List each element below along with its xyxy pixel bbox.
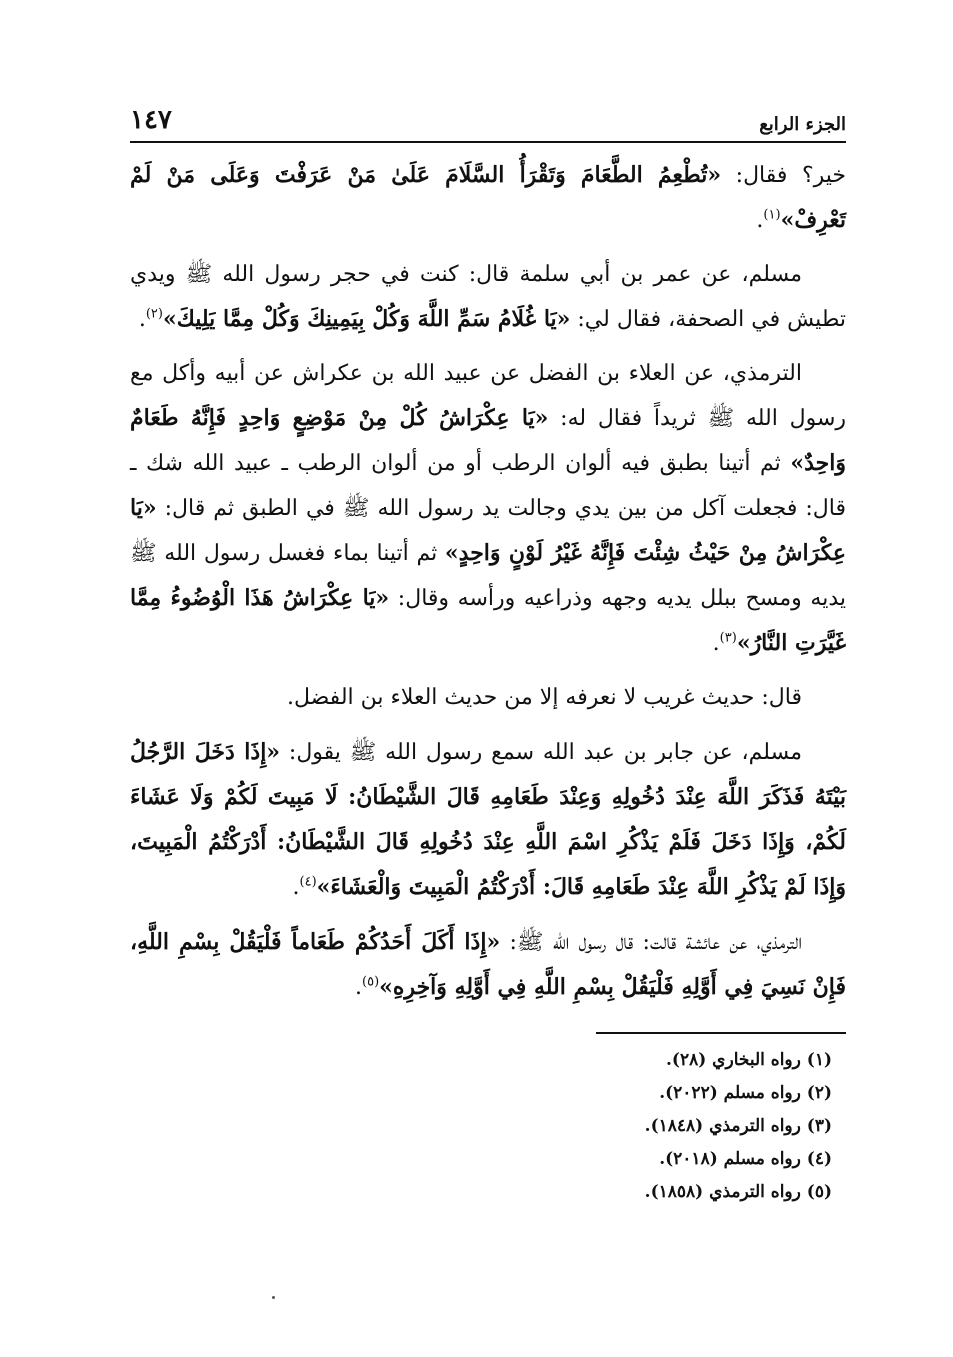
page-header [130, 95, 846, 143]
narration-text: ثم أتينا بطبق فيه ألوان الرطب أو من ألوان الرطب ـ عبيد الله شك ـ قال: فجعلت آكل من بين يدي وجالت يد رسول الله ﷺ في الطبق ثم قال: [130, 451, 846, 521]
page-number: ١٤٧ [130, 105, 172, 135]
footnote-marker: (٣) [719, 630, 737, 646]
hadith-quote: «إِذَا أَكَلَ أَحَدُكُمْ طَعَاماً فَلْيَقُلْ بِسْمِ اللَّهِ، فَإِنْ نَسِيَ فِي أَوَّلِهِ فَلْيَقُلْ بِسْمِ اللَّهِ فِي أَوَّلِهِ وَآخِرِهِ» [130, 929, 846, 1000]
narration-text: الترمذي، عن العلاء بن الفضل عن عبيد الله بن عكراش عن أبيه وأكل مع رسول الله ﷺ ثريداً فقال له: [130, 361, 847, 431]
book-page [130, 95, 846, 1209]
hadith-quote: «يَا عِكْرَاشُ مِنْ حَيْثُ شِئْتَ فَإِنَّهُ غَيْرُ لَوْنٍ وَاحِدٍ» [130, 495, 846, 566]
footnote-item: (٤) رواه مسلم (٢٠١٨). [659, 1149, 832, 1169]
footnote-item: (١) رواه البخاري (٢٨). [665, 1050, 832, 1070]
paragraph [130, 253, 846, 342]
paragraph [130, 920, 846, 1010]
footnote-item: (٣) رواه الترمذي (١٨٤٨). [644, 1116, 832, 1136]
narration-text: قال: حديث غريب لا نعرفه إلا من حديث العلاء بن الفضل. [286, 685, 802, 710]
hadith-quote: «يَا غُلَامُ سَمِّ اللَّهَ وَكُلْ بِيَمِينِكَ وَكُلْ مِمَّا يَلِيكَ» [162, 306, 571, 332]
scan-speck [272, 1296, 275, 1299]
hadith-quote: «يَا عِكْرَاشُ هَذَا الْوُضُوءُ مِمَّا غَيَّرَتِ النَّارُ» [130, 585, 846, 656]
narration-text: . [138, 307, 146, 332]
footnote-item: (٥) رواه الترمذي (١٨٥٨). [644, 1182, 832, 1202]
hadith-quote: «إِذَا دَخَلَ الرَّجُلُ بَيْتَهُ فَذَكَرَ اللَّهَ عِنْدَ دُخُولِهِ وَعِنْدَ طَعَامِهِ قَالَ الشَّيْطَانُ: لَا مَبِيتَ لَكُمْ وَلَا عَشَاءَ لَكُمْ، وَإِذَا دَخَلَ فَلَمْ يَذْكُرِ اسْمَ اللَّهِ عِنْدَ دُخُولِهِ قَالَ الشَّيْطَانُ: أَدْرَكْتُمُ الْمَبِيتَ، وَإِذَا لَمْ يَذْكُرِ اللَّهَ عِنْدَ طَعَامِهِ قَالَ: أَدْرَكْتُمُ الْمَبِيتَ وَالْعَشَاءَ» [130, 739, 846, 900]
narration-text: ثم أتينا بماء فغسل رسول الله ﷺ يديه ومسح ببلل يديه وجهه وذراعيه ورأسه وقال: [130, 541, 846, 611]
narration-text: . [756, 208, 764, 233]
footnote-marker: (٥) [362, 974, 380, 990]
paragraph [130, 352, 846, 666]
footnote-marker: (١) [763, 207, 781, 223]
footnote-separator [596, 1032, 846, 1034]
narration-text: مسلم، عن عمر بن أبي سلمة قال: كنت في حجر رسول الله ﷺ ويدي تطيش في الصحفة، فقال لي: [130, 262, 846, 332]
main-text [130, 153, 846, 1010]
paragraph [130, 153, 846, 243]
narration-text: خير؟ فقال: [721, 163, 846, 188]
running-title: الجزء الرابع [759, 114, 846, 135]
footnote-item: (٢) رواه مسلم (٢٠٢٢). [659, 1083, 832, 1103]
narration-text: . [355, 975, 363, 1000]
hadith-quote: «يَا عِكْرَاشُ كُلْ مِنْ مَوْضِعٍ وَاحِدٍ فَإِنَّهُ طَعَامٌ وَاحِدٌ» [130, 405, 846, 476]
narration-text: . [292, 875, 300, 900]
paragraph [130, 730, 846, 910]
footnote-marker: (٤) [299, 874, 317, 890]
narration-text: . [712, 631, 720, 656]
footnote-marker: (٢) [145, 306, 163, 322]
narration-text: مسلم، عن جابر بن عبد الله سمع رسول الله ﷺ يقول: [280, 740, 802, 765]
footnotes [130, 1044, 846, 1209]
hadith-quote: «تُطْعِمُ الطَّعَامَ وَتَقْرَأُ السَّلَامَ عَلَىٰ مَنْ عَرَفْتَ وَعَلَى مَنْ لَمْ تَعْرِفْ» [130, 162, 846, 233]
narration-text: الترمذي، عن عائشة قالت: قال رسول الله ﷺ: [500, 930, 803, 955]
paragraph [130, 676, 846, 720]
